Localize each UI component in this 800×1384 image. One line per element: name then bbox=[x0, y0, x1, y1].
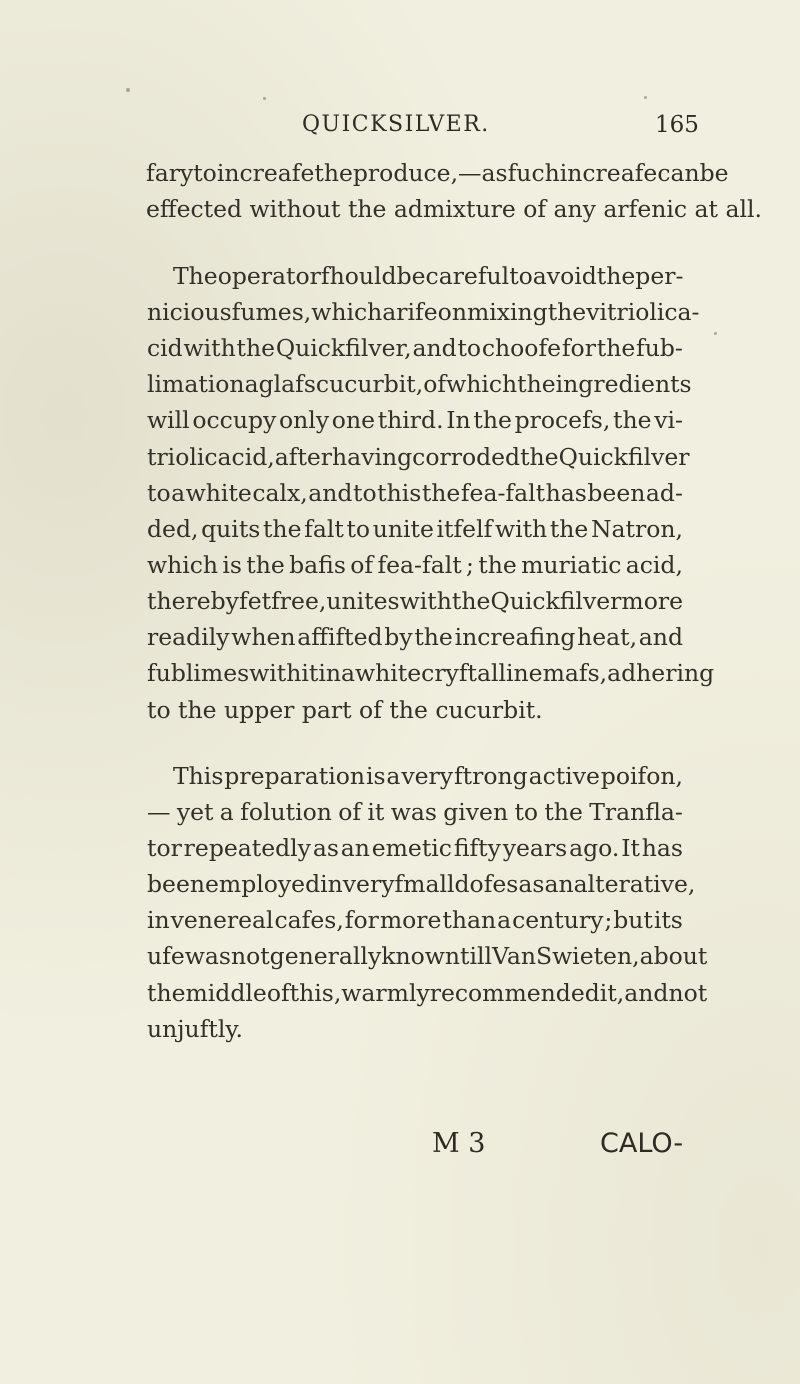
text-line: effected without the admixture of any arfenic at all. bbox=[146, 195, 762, 223]
word: operator bbox=[217, 262, 321, 290]
word: venereal bbox=[170, 906, 274, 934]
word: folution bbox=[240, 798, 332, 826]
word: this, bbox=[289, 979, 342, 1007]
word: after bbox=[274, 443, 333, 471]
word: It bbox=[621, 834, 640, 862]
word: Quickfilver bbox=[490, 587, 622, 615]
word: the bbox=[147, 979, 186, 1007]
word: to bbox=[514, 798, 539, 826]
text-line bbox=[147, 550, 683, 580]
word: the bbox=[596, 334, 636, 362]
word: limation bbox=[147, 370, 245, 398]
word: to bbox=[353, 479, 377, 507]
word: cryftalline bbox=[421, 659, 543, 687]
word: Tranfla- bbox=[589, 798, 683, 826]
word: very bbox=[401, 762, 454, 790]
word: the bbox=[613, 406, 652, 434]
word: as bbox=[312, 834, 339, 862]
word: generally bbox=[269, 942, 382, 970]
word: unites bbox=[326, 587, 400, 615]
word: This bbox=[173, 762, 224, 790]
word: third. bbox=[377, 406, 444, 434]
word: about bbox=[639, 942, 708, 970]
text-line bbox=[146, 158, 729, 188]
word: when bbox=[231, 623, 296, 651]
word: increafe bbox=[559, 159, 658, 187]
word: to bbox=[457, 334, 482, 362]
word: fary bbox=[146, 159, 194, 187]
word: be bbox=[396, 262, 426, 290]
word: and bbox=[308, 479, 353, 507]
word: of bbox=[423, 370, 447, 398]
word: fublimes bbox=[147, 659, 250, 687]
page-footer bbox=[0, 1128, 800, 1168]
word: which bbox=[446, 370, 518, 398]
word: fifty bbox=[453, 834, 501, 862]
word: alterative, bbox=[573, 870, 696, 898]
word: more bbox=[621, 587, 683, 615]
running-head: QUICKSILVER. bbox=[302, 112, 490, 137]
word: the bbox=[451, 587, 491, 615]
text-line bbox=[147, 333, 683, 363]
word: century bbox=[512, 906, 604, 934]
word: the bbox=[236, 334, 276, 362]
word: The bbox=[173, 262, 218, 290]
word: employed bbox=[205, 870, 321, 898]
word: the bbox=[547, 298, 587, 326]
word: thereby bbox=[147, 587, 239, 615]
word: fhould bbox=[320, 262, 397, 290]
word: white bbox=[355, 659, 422, 687]
word: to bbox=[147, 479, 171, 507]
word: to bbox=[346, 515, 371, 543]
ink-speck bbox=[714, 332, 717, 335]
word: glafs bbox=[258, 370, 316, 398]
word: the bbox=[421, 479, 461, 507]
word: fub- bbox=[636, 334, 683, 362]
text-line bbox=[147, 478, 683, 508]
word: increafe bbox=[216, 159, 315, 187]
word: the bbox=[520, 443, 559, 471]
word: warmly bbox=[341, 979, 430, 1007]
word: a bbox=[341, 659, 356, 687]
word: on bbox=[437, 298, 467, 326]
word: dofes bbox=[454, 870, 519, 898]
word: and bbox=[638, 623, 683, 651]
word: acid, bbox=[217, 443, 275, 471]
word: ; bbox=[604, 906, 613, 934]
word: of bbox=[266, 979, 290, 1007]
word: fea-falt bbox=[460, 479, 546, 507]
word: adhering bbox=[607, 659, 715, 687]
text-line bbox=[147, 797, 683, 827]
word: which bbox=[311, 298, 383, 326]
text-line bbox=[147, 978, 708, 1008]
word: a bbox=[171, 479, 186, 507]
word: careful bbox=[425, 262, 510, 290]
text-line bbox=[147, 905, 683, 935]
word: occupy bbox=[192, 406, 277, 434]
word: having bbox=[332, 443, 413, 471]
word: affifted bbox=[297, 623, 383, 651]
word: vitriolic bbox=[586, 298, 678, 326]
word: it bbox=[301, 659, 319, 687]
word: been bbox=[587, 479, 646, 507]
word: a bbox=[386, 762, 401, 790]
word: can bbox=[657, 159, 700, 187]
word: avoid bbox=[532, 262, 597, 290]
word: but bbox=[613, 906, 653, 934]
word: than bbox=[442, 906, 497, 934]
word: arife bbox=[382, 298, 438, 326]
word: not bbox=[668, 979, 708, 1007]
word: the bbox=[596, 262, 636, 290]
word: ufe bbox=[147, 942, 185, 970]
word: known bbox=[381, 942, 460, 970]
word: procefs, bbox=[514, 406, 611, 434]
word: of bbox=[350, 551, 374, 579]
word: very bbox=[342, 870, 395, 898]
word: Van bbox=[492, 942, 536, 970]
word: for bbox=[344, 906, 379, 934]
word: the bbox=[544, 798, 583, 826]
word: this bbox=[377, 479, 422, 507]
text-line bbox=[147, 833, 683, 863]
word: ded, bbox=[147, 515, 199, 543]
word: was bbox=[390, 798, 437, 826]
word: fuch bbox=[507, 159, 560, 187]
word: is bbox=[365, 762, 386, 790]
word: cid bbox=[147, 334, 183, 362]
text-line bbox=[147, 369, 692, 399]
text-line bbox=[147, 869, 696, 899]
word: given bbox=[443, 798, 509, 826]
word: ago. bbox=[569, 834, 620, 862]
word: white bbox=[185, 479, 252, 507]
word: falt bbox=[304, 515, 344, 543]
word: fet bbox=[239, 587, 272, 615]
word: Natron, bbox=[590, 515, 683, 543]
word: cafes, bbox=[274, 906, 344, 934]
word: ad- bbox=[645, 479, 683, 507]
word: the bbox=[473, 406, 512, 434]
word: an bbox=[544, 870, 574, 898]
word: only bbox=[279, 406, 330, 434]
word: poifon, bbox=[600, 762, 683, 790]
word: more bbox=[379, 906, 442, 934]
text-line bbox=[147, 941, 708, 971]
word: mixing bbox=[466, 298, 548, 326]
word: corroded bbox=[412, 443, 521, 471]
word: the bbox=[246, 551, 285, 579]
word: nicious bbox=[147, 298, 232, 326]
word: has bbox=[545, 479, 587, 507]
word: as bbox=[518, 870, 545, 898]
word: in bbox=[147, 906, 170, 934]
ink-speck bbox=[126, 88, 130, 92]
word: readily bbox=[147, 623, 230, 651]
word: its bbox=[653, 906, 683, 934]
word: preparation bbox=[224, 762, 366, 790]
word: Quickfilver bbox=[558, 443, 690, 471]
word: has bbox=[641, 834, 683, 862]
word: recommended bbox=[429, 979, 600, 1007]
word: in bbox=[318, 659, 342, 687]
word: it bbox=[367, 798, 385, 826]
ink-speck bbox=[644, 96, 647, 99]
word: ingredients bbox=[555, 370, 692, 398]
word: the bbox=[478, 551, 517, 579]
word: and bbox=[412, 334, 457, 362]
word: Swieten, bbox=[535, 942, 640, 970]
signature-mark: M 3 bbox=[432, 1128, 486, 1159]
text-line bbox=[173, 761, 683, 791]
word: triolic bbox=[147, 443, 218, 471]
word: vi- bbox=[654, 406, 683, 434]
word: produce,—as bbox=[352, 159, 508, 187]
word: free, bbox=[271, 587, 327, 615]
ink-speck bbox=[263, 97, 266, 100]
word: a bbox=[219, 798, 234, 826]
text-line bbox=[147, 405, 683, 435]
word: ; bbox=[466, 551, 474, 579]
word: is bbox=[222, 551, 242, 579]
word: a bbox=[497, 906, 512, 934]
word: the bbox=[549, 515, 589, 543]
word: — bbox=[147, 798, 171, 826]
word: fea-falt bbox=[377, 551, 462, 579]
word: In bbox=[446, 406, 471, 434]
word: bafis bbox=[289, 551, 346, 579]
word: with bbox=[399, 587, 452, 615]
word: to bbox=[193, 159, 217, 187]
page-header bbox=[0, 112, 800, 152]
word: quits bbox=[201, 515, 261, 543]
word: the bbox=[414, 623, 453, 651]
word: one bbox=[331, 406, 375, 434]
word: muriatic bbox=[521, 551, 622, 579]
word: cucurbit, bbox=[315, 370, 424, 398]
word: was bbox=[184, 942, 231, 970]
word: middle bbox=[185, 979, 267, 1007]
word: years bbox=[502, 834, 568, 862]
word: unite bbox=[372, 515, 434, 543]
word: and bbox=[624, 979, 669, 1007]
word: Quickfilver, bbox=[275, 334, 412, 362]
word: ftrong bbox=[453, 762, 528, 790]
word: been bbox=[147, 870, 205, 898]
text-line bbox=[173, 261, 683, 291]
word: not bbox=[230, 942, 270, 970]
word: acid, bbox=[625, 551, 683, 579]
word: the bbox=[314, 159, 353, 187]
word: calx, bbox=[252, 479, 308, 507]
word: the bbox=[517, 370, 556, 398]
word: with bbox=[494, 515, 548, 543]
word: a- bbox=[677, 298, 700, 326]
word: tor bbox=[147, 834, 182, 862]
word: repeatedly bbox=[183, 834, 311, 862]
text-line bbox=[147, 442, 690, 472]
word: of bbox=[338, 798, 362, 826]
text-line bbox=[147, 514, 683, 544]
text-line bbox=[147, 622, 683, 652]
word: yet bbox=[176, 798, 214, 826]
word: be bbox=[699, 159, 729, 187]
word: a bbox=[244, 370, 259, 398]
page-number: 165 bbox=[655, 112, 699, 138]
word: with bbox=[249, 659, 302, 687]
text-line: unjuftly. bbox=[147, 1015, 243, 1043]
word: in bbox=[320, 870, 343, 898]
word: with bbox=[183, 334, 236, 362]
word: fumes, bbox=[231, 298, 312, 326]
word: to bbox=[509, 262, 533, 290]
catchword: CALO- bbox=[600, 1128, 684, 1159]
text-line: to the upper part of the cucurbit. bbox=[147, 696, 543, 724]
word: per- bbox=[635, 262, 684, 290]
word: mafs, bbox=[542, 659, 608, 687]
word: will bbox=[147, 406, 190, 434]
word: itfelf bbox=[436, 515, 493, 543]
word: emetic bbox=[371, 834, 452, 862]
word: increafing bbox=[454, 623, 576, 651]
text-line bbox=[147, 658, 715, 688]
word: it, bbox=[599, 979, 625, 1007]
word: which bbox=[147, 551, 219, 579]
word: heat, bbox=[577, 623, 638, 651]
word: fmall bbox=[394, 870, 455, 898]
word: active bbox=[528, 762, 600, 790]
word: by bbox=[384, 623, 413, 651]
word: till bbox=[460, 942, 492, 970]
word: for bbox=[561, 334, 596, 362]
word: the bbox=[262, 515, 302, 543]
text-line bbox=[147, 586, 683, 616]
word: an bbox=[340, 834, 370, 862]
text-line bbox=[147, 297, 700, 327]
word: choofe bbox=[481, 334, 562, 362]
